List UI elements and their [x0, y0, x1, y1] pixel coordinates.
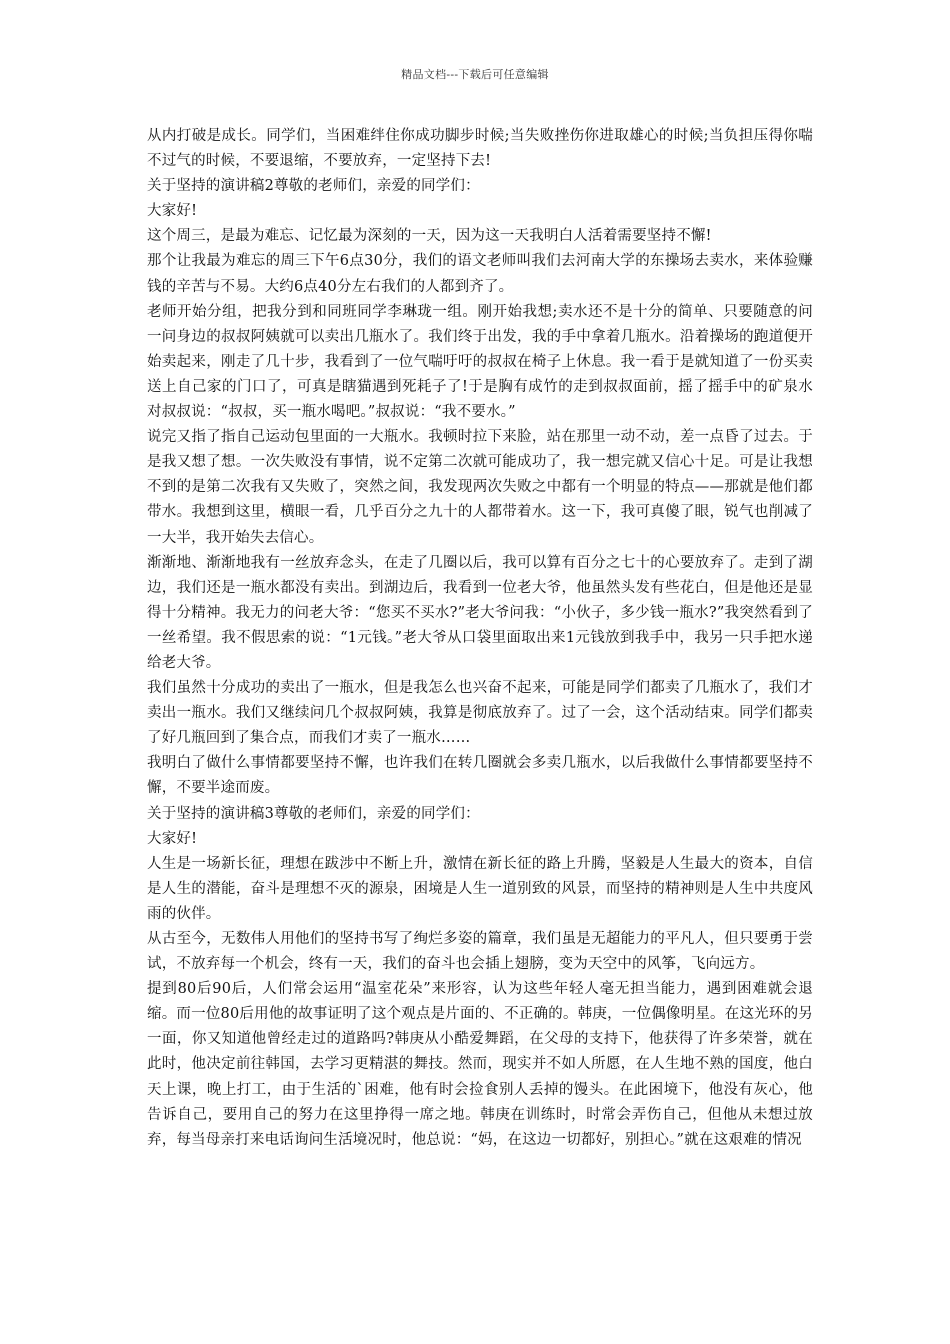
salutation: 大家好!	[147, 203, 198, 220]
page-header: 精品文档---下载后可任意编辑	[401, 68, 549, 81]
paragraph: 说完又指了指自己运动包里面的一大瓶水。我顿时拉下来脸，站在那里一动不动，差一点昏了过去。于是我又想了想。一次失败没有事情，说不定第二次就可能成功了，我一想完就又信心十足。可是让我想不到的是第二次我有又失败了，突然之间，我发现两次失败之中都有一个明显的特点——那就是他们都带水。我想到这里，横眼一看，几乎百分之九十的人都带着水。这一下，我可真傻了眼，锐气也削减了一大半，我开始失去信心。	[147, 429, 813, 546]
paragraph: 老师开始分组，把我分到和同班同学李琳珑一组。刚开始我想;卖水还不是十分的简单、只要随意的问一问身边的叔叔阿姨就可以卖出几瓶水了。我们终于出发，我的手中拿着几瓶水。沿着操场的跑道便开始卖起来，刚走了几十步，我看到了一位气喘吁吁的叔叔在椅子上休息。我一看于是就知道了一份买卖送上自己家的门口了，可真是瞎猫遇到死耗子了!于是胸有成竹的走到叔叔面前，摇了摇手中的矿泉水对叔叔说：“叔叔，买一瓶水喝吧。”叔叔说：“我不要水。”	[147, 303, 813, 421]
paragraph: 这个周三，是最为难忘、记忆最为深刻的一天，因为这一天我明白人活着需要坚持不懈!	[147, 228, 712, 245]
paragraph: 从古至今，无数伟人用他们的坚持书写了绚烂多姿的篇章，我们虽是无超能力的平凡人，但只要勇于尝试，不放弃每一个机会，终有一天，我们的奋斗也会插上翅膀，变为天空中的风筝，飞向远方。	[147, 931, 813, 973]
paragraph: 渐渐地、渐渐地我有一丝放弃念头，在走了几圈以后，我可以算有百分之七十的心要放弃了。走到了湖边，我们还是一瓶水都没有卖出。到湖边后，我看到一位老大爷，他虽然头发有些花白，但是他还是显得十分精神。我无力的问老大爷：“您买不买水?”老大爷问我：“小伙子，多少钱一瓶水?”我突然看到了一丝希望。我不假思索的说：“1元钱。”老大爷从口袋里面取出来1元钱放到我手中，我另一只手把水递给老大爷。	[147, 554, 813, 671]
paragraph: 我明白了做什么事情都要坚持不懈，也许我们在转几圈就会多卖几瓶水，以后我做什么事情都要坚持不懈，不要半途而废。	[147, 755, 813, 797]
paragraph: 我们虽然十分成功的卖出了一瓶水，但是我怎么也兴奋不起来，可能是同学们都卖了几瓶水了，我们才卖出一瓶水。我们又继续问几个叔叔阿姨，我算是彻底放弃了。过了一会，这个活动结束。同学们都卖了好几瓶回到了集合点，而我们才卖了一瓶水……	[147, 680, 813, 747]
salutation: 大家好!	[147, 830, 198, 847]
section-title: 关于坚持的演讲稿3尊敬的老师们，亲爱的同学们：	[147, 805, 480, 822]
paragraph: 从内打破是成长。同学们，当困难绊住你成功脚步时候;当失败挫伤你进取雄心的时候;当负担压得你喘不过气的时候，不要退缩，不要放弃，一定坚持下去!	[147, 128, 813, 170]
document-body	[147, 124, 813, 1153]
paragraph: 人生是一场新长征，理想在跋涉中不断上升，激情在新长征的路上升腾，坚毅是人生最大的资本，自信是人生的潜能，奋斗是理想不灭的源泉，困境是人生一道别致的风景，而坚持的精神则是人生中共度风雨的伙伴。	[147, 855, 813, 922]
section-title: 关于坚持的演讲稿2尊敬的老师们，亲爱的同学们：	[147, 178, 480, 195]
paragraph: 提到80后90后，人们常会运用“温室花朵”来形容，认为这些年轻人毫无担当能力，遇到困难就会退缩。而一位80后用他的故事证明了这个观点是片面的、不正确的。韩庚，一位偶像明星。在这光环的另一面，你又知道他曾经走过的道路吗?韩庚从小酷爱舞蹈，在父母的支持下，他获得了许多荣誉，就在此时，他决定前往韩国，去学习更精湛的舞技。然而，现实并不如人所愿，在人生地不熟的国度，他白天上课，晚上打工，由于生活的`困难，他有时会捡食别人丢掉的馒头。在此困境下，他没有灰心，他告诉自己，要用自己的努力在这里挣得一席之地。韩庚在训练时，时常会弄伤自己，但他从未想过放弃，每当母亲打来电话询问生活境况时，他总说：“妈，在这边一切都好，别担心。”就在这艰难的情况	[147, 981, 813, 1148]
paragraph: 那个让我最为难忘的周三下午6点30分，我们的语文老师叫我们去河南大学的东操场去卖水，来体验赚钱的辛苦与不易。大约6点40分左右我们的人都到齐了。	[147, 253, 813, 295]
